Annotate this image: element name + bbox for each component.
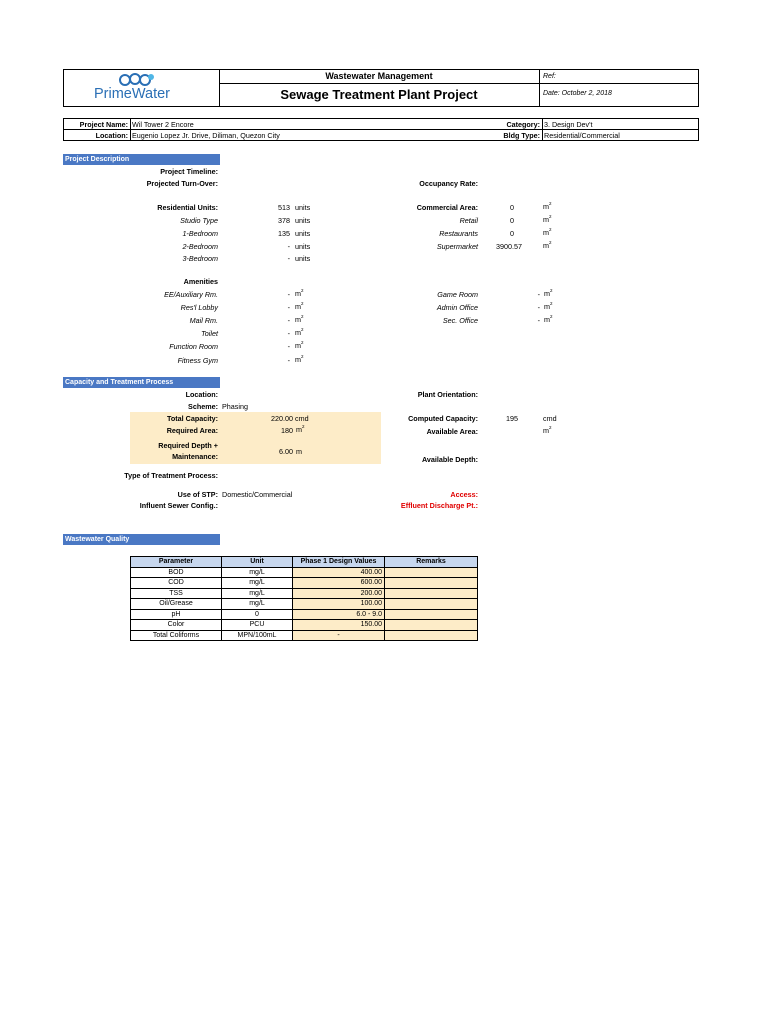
col-design-values: Phase 1 Design Values <box>293 557 385 568</box>
parameter-cell: Oil/Grease <box>131 599 222 610</box>
sq: 2 <box>549 201 552 206</box>
sq: 2 <box>301 314 304 319</box>
ref-label: Ref: <box>543 73 556 80</box>
admin-label: Admin Office <box>436 303 478 312</box>
restaurants-label: Restaurants <box>439 229 478 238</box>
parameter-cell: Color <box>131 620 222 631</box>
bldg-type-value: Residential/Commercial <box>544 131 620 140</box>
timeline-label: Project Timeline: <box>160 167 218 176</box>
sq: 2 <box>301 327 304 332</box>
sec-label: Sec. Office <box>442 316 478 325</box>
m-unit: m <box>295 341 301 350</box>
supermarket-label: Supermarket <box>436 242 478 251</box>
toilet-value: - <box>287 329 290 338</box>
effluent-label: Effluent Discharge Pt.: <box>400 501 478 510</box>
total-capacity-value: 220.00 <box>271 414 293 423</box>
m-unit: m <box>295 289 301 298</box>
sq: 2 <box>302 424 305 429</box>
computed-capacity-value: 195 <box>506 414 518 423</box>
section-project-description: Project Description <box>63 154 220 165</box>
sec-value: - <box>537 316 540 325</box>
value-cell: 200.00 <box>293 588 385 599</box>
units-word: units <box>295 203 311 212</box>
m-unit: m <box>544 289 550 298</box>
value-cell: - <box>293 630 385 641</box>
amenities-label: Amenities <box>183 277 218 286</box>
value-cell: 100.00 <box>293 599 385 610</box>
m-unit: m <box>543 426 549 435</box>
gym-label: Fitness Gym <box>177 356 218 365</box>
influent-label: Influent Sewer Config.: <box>139 501 218 510</box>
required-depth-label-2: Maintenance: <box>172 452 218 461</box>
parameter-cell: Total Coliforms <box>131 630 222 641</box>
unit-cell: mg/L <box>222 567 293 578</box>
function-value: - <box>287 342 290 351</box>
sq: 2 <box>549 214 552 219</box>
m-unit: m <box>543 215 549 224</box>
res-lobby-label: Res'l Lobby <box>180 303 218 312</box>
sq: 2 <box>301 340 304 345</box>
m-unit: m <box>543 228 549 237</box>
admin-value: - <box>537 303 540 312</box>
retail-value: 0 <box>510 216 514 225</box>
table-row <box>131 609 478 620</box>
m-unit: m <box>295 315 301 324</box>
parameter-cell: COD <box>131 578 222 589</box>
parameter-cell: BOD <box>131 567 222 578</box>
m-unit: m <box>296 447 302 456</box>
remarks-cell <box>385 609 478 620</box>
m-unit: m <box>296 425 302 434</box>
m-unit: m <box>295 328 301 337</box>
m-unit: m <box>543 202 549 211</box>
parameter-cell: TSS <box>131 588 222 599</box>
studio-label: Studio Type <box>180 216 218 225</box>
m-unit: m <box>295 302 301 311</box>
remarks-cell <box>385 620 478 631</box>
logo-text: PrimeWater <box>94 86 170 102</box>
required-depth-value: 6.00 <box>279 447 293 456</box>
unit-cell: mg/L <box>222 578 293 589</box>
sq: 2 <box>549 425 552 430</box>
table-row <box>131 588 478 599</box>
table-row <box>131 567 478 578</box>
toilet-label: Toilet <box>201 329 218 338</box>
unit-cell: mg/L <box>222 588 293 599</box>
units-word: units <box>295 229 311 238</box>
table-header-row <box>131 557 478 568</box>
value-cell: 600.00 <box>293 578 385 589</box>
bed2-value: - <box>287 242 290 251</box>
sq: 2 <box>549 240 552 245</box>
occupancy-label: Occupancy Rate: <box>419 179 478 188</box>
retail-label: Retail <box>459 216 478 225</box>
bed2-label: 2-Bedroom <box>182 242 218 251</box>
col-unit: Unit <box>222 557 293 568</box>
date-label: Date: October 2, 2018 <box>543 90 612 97</box>
location-label: Location: <box>95 131 128 140</box>
game-value: - <box>537 290 540 299</box>
remarks-cell <box>385 630 478 641</box>
residential-units-value: 513 <box>278 203 290 212</box>
cmd-unit: cmd <box>543 414 557 423</box>
ee-value: - <box>287 290 290 299</box>
ee-label: EE/Auxiliary Rm. <box>164 290 218 299</box>
use-value: Domestic/Commercial <box>222 490 293 499</box>
available-area-label: Available Area: <box>426 427 478 436</box>
m-unit: m <box>543 241 549 250</box>
bed3-label: 3-Bedroom <box>182 254 218 263</box>
function-label: Function Room <box>169 342 218 351</box>
available-depth-label: Available Depth: <box>421 455 478 464</box>
required-area-label: Required Area: <box>166 426 218 435</box>
m-unit: m <box>295 355 301 364</box>
table-row <box>131 620 478 631</box>
bldg-type-label: Bldg Type: <box>503 131 540 140</box>
scheme-label: Scheme: <box>188 402 218 411</box>
scheme-value: Phasing <box>222 402 248 411</box>
studio-value: 378 <box>278 216 290 225</box>
value-cell: 6.0 - 9.0 <box>293 609 385 620</box>
section-capacity: Capacity and Treatment Process <box>63 377 220 388</box>
quality-table <box>130 556 478 641</box>
header-subtitle: Wastewater Management <box>325 71 433 81</box>
project-name-value: Wil Tower 2 Encore <box>132 120 194 129</box>
table-row <box>131 578 478 589</box>
unit-cell: PCU <box>222 620 293 631</box>
bed3-value: - <box>287 254 290 263</box>
remarks-cell <box>385 567 478 578</box>
value-cell: 150.00 <box>293 620 385 631</box>
m-unit: m <box>544 315 550 324</box>
sq: 2 <box>301 301 304 306</box>
supermarket-value: 3900.57 <box>496 242 522 251</box>
page-title: Sewage Treatment Plant Project <box>280 87 478 102</box>
unit-cell: mg/L <box>222 599 293 610</box>
cmd-unit: cmd <box>295 414 309 423</box>
col-remarks: Remarks <box>385 557 478 568</box>
commercial-area-value: 0 <box>510 203 514 212</box>
water-drops-icon <box>118 72 158 86</box>
bed1-value: 135 <box>278 229 290 238</box>
sq: 2 <box>550 314 553 319</box>
remarks-cell <box>385 578 478 589</box>
units-word: units <box>295 254 311 263</box>
col-parameter: Parameter <box>131 557 222 568</box>
sq: 2 <box>550 288 553 293</box>
res-lobby-value: - <box>287 303 290 312</box>
total-capacity-label: Total Capacity: <box>167 414 218 423</box>
sq: 2 <box>550 301 553 306</box>
turnover-label: Projected Turn-Over: <box>146 179 218 188</box>
access-label: Access: <box>450 490 478 499</box>
treatment-process-label: Type of Treatment Process: <box>124 471 218 480</box>
computed-capacity-label: Computed Capacity: <box>408 414 478 423</box>
sq: 2 <box>549 227 552 232</box>
logo <box>94 72 184 104</box>
category-value: 3. Design Dev't <box>544 120 593 129</box>
unit-cell: 0 <box>222 609 293 620</box>
value-cell: 400.00 <box>293 567 385 578</box>
unit-cell: MPN/100mL <box>222 630 293 641</box>
remarks-cell <box>385 588 478 599</box>
bed1-label: 1-Bedroom <box>182 229 218 238</box>
table-row <box>131 630 478 641</box>
sq: 2 <box>301 288 304 293</box>
gym-value: - <box>287 356 290 365</box>
use-label: Use of STP: <box>177 490 218 499</box>
category-label: Category: <box>506 120 540 129</box>
plant-orientation-label: Plant Orientation: <box>417 390 478 399</box>
project-name-label: Project Name: <box>79 120 128 129</box>
restaurants-value: 0 <box>510 229 514 238</box>
cap-location-label: Location: <box>185 390 218 399</box>
table-row <box>131 599 478 610</box>
remarks-cell <box>385 599 478 610</box>
required-area-value: 180 <box>281 426 293 435</box>
mail-value: - <box>287 316 290 325</box>
units-word: units <box>295 242 311 251</box>
m-unit: m <box>544 302 550 311</box>
location-value: Eugenio Lopez Jr. Drive, Diliman, Quezon City <box>132 131 280 140</box>
mail-label: Mail Rm. <box>189 316 218 325</box>
parameter-cell: pH <box>131 609 222 620</box>
commercial-area-label: Commercial Area: <box>416 203 478 212</box>
sq: 2 <box>301 354 304 359</box>
game-label: Game Room <box>437 290 478 299</box>
units-word: units <box>295 216 311 225</box>
section-wastewater-quality: Wastewater Quality <box>63 534 220 545</box>
residential-units-label: Residential Units: <box>157 203 218 212</box>
required-depth-label-1: Required Depth + <box>158 441 218 450</box>
